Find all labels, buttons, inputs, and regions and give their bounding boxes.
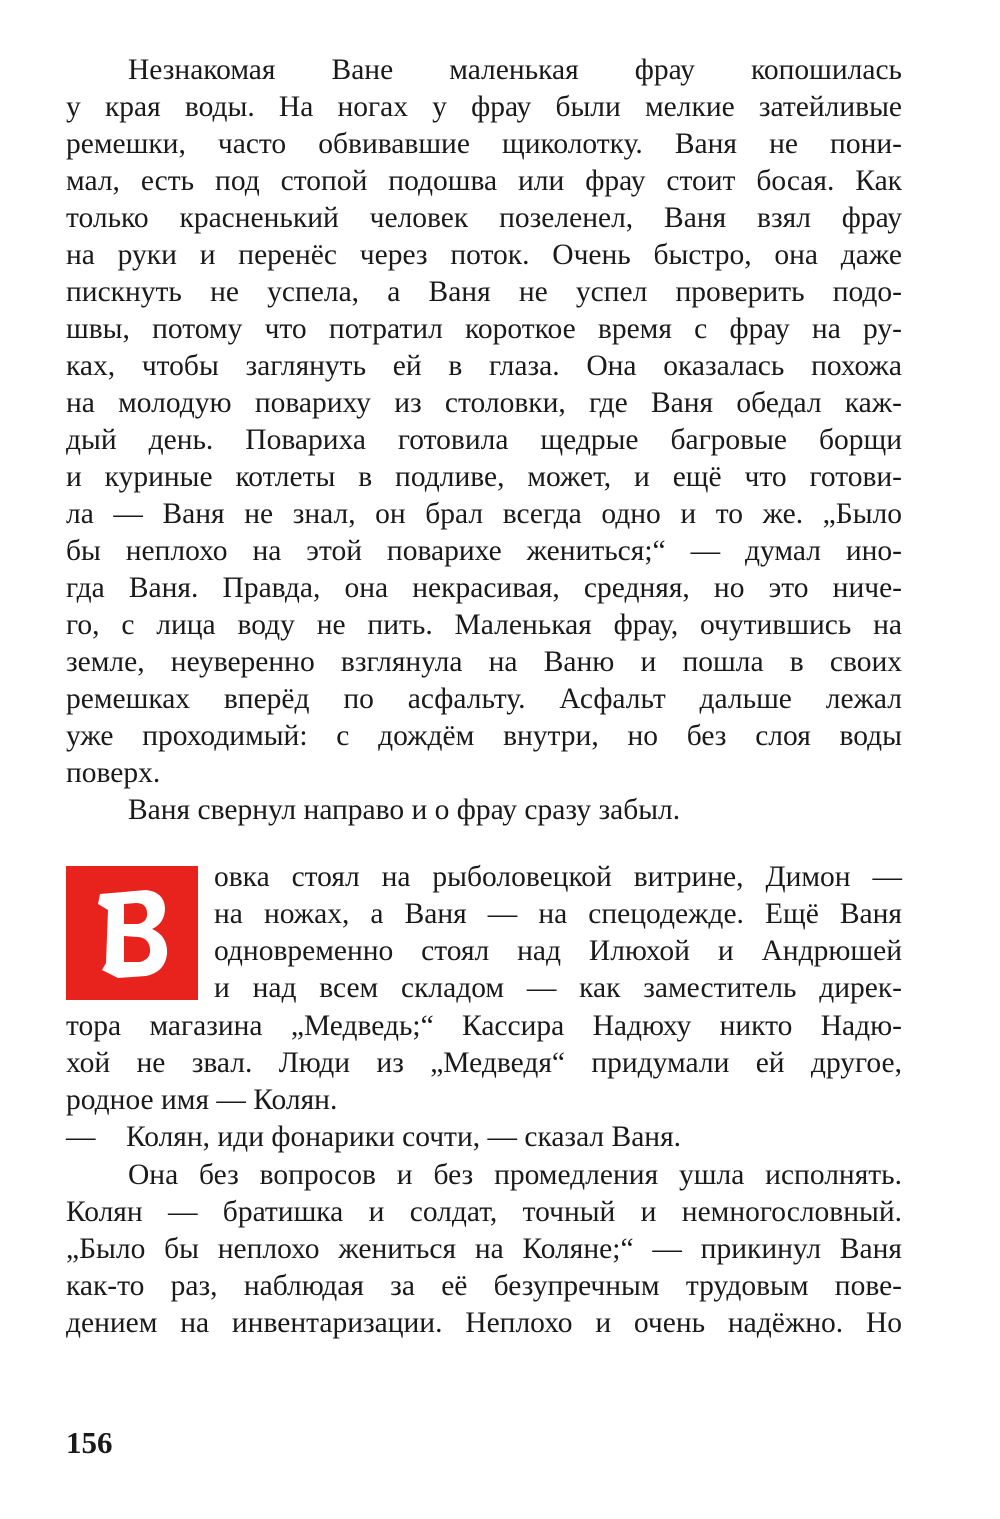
text-line: родное имя — Колян. <box>66 1084 338 1116</box>
page-number: 156 <box>66 1425 113 1460</box>
text-line: Она без вопросов и без промедления ушла исполнять. <box>128 1159 902 1191</box>
text-line: ремешки, часто обвивавшие щиколотку. Ваня не пони- <box>66 128 902 160</box>
paragraph-2: Ваня свернул направо и о фрау сразу забыл. <box>128 794 681 826</box>
text-line: земле, неуверенно взглянула на Ваню и пошла в своих <box>66 646 902 678</box>
text-line: ремешках вперёд по асфальту. Асфальт дальше лежал <box>66 683 902 715</box>
drop-cap-letter-icon <box>66 866 198 1000</box>
text-line: пискнуть не успела, а Ваня не успел проверить подо- <box>66 276 902 308</box>
text-line: тора магазина „Медведь;“ Кассира Надюху никто Надю- <box>66 1010 902 1042</box>
text-line: одновременно стоял над Илюхой и Андрюшей <box>214 935 902 967</box>
text-line: швы, потому что потратил короткое время с фрау на ру- <box>66 313 902 345</box>
text-line: дый день. Повариха готовила щедрые багровые борщи <box>66 424 902 456</box>
text-line: на руки и перенёс через поток. Очень быстро, она даже <box>66 239 902 271</box>
dialogue-dash: — <box>66 1121 96 1153</box>
text-line: „Было бы неплохо жениться на Коляне;“ — прикинул Ваня <box>66 1233 902 1265</box>
text-line: поверх. <box>66 757 161 789</box>
text-line: хой не звал. Люди из „Медведя“ придумали ей другое, <box>66 1047 902 1079</box>
text-line: уже проходимый: с дождём внутри, но без слоя воды <box>66 720 902 752</box>
text-line: на молодую повариху из столовки, где Ваня обедал каж- <box>66 387 902 419</box>
text-line: и куриные котлеты в подливе, может, и ещё что готови- <box>66 461 902 493</box>
text-line: ла — Ваня не знал, он брал всегда одно и то же. „Было <box>66 498 902 530</box>
text-line: мал, есть под стопой подошва или фрау стоит босая. Как <box>66 165 902 197</box>
text-line: го, с лица воду не пить. Маленькая фрау, очутившись на <box>66 609 902 641</box>
dialogue-text: Колян, иди фонарики сочти, — сказал Ваня. <box>126 1121 682 1153</box>
text-line: ках, чтобы заглянуть ей в глаза. Она оказалась похожа <box>66 350 902 382</box>
text-line: и над всем складом — как заместитель дирек- <box>214 972 902 1004</box>
text-line: только красненький человек позеленел, Ваня взял фрау <box>66 202 902 234</box>
text-line: бы неплохо на этой поварихе жениться;“ — думал ино- <box>66 535 902 567</box>
text-line: на ножах, а Ваня — на спецодежде. Ещё Ваня <box>214 898 902 930</box>
dialogue-line <box>66 1119 681 1156</box>
text-line: у края воды. На ногах у фрау были мелкие затейливые <box>66 91 902 123</box>
text-line: как-то раз, наблюдая за её безупречным трудовым пове- <box>66 1270 902 1302</box>
drop-cap <box>66 866 198 1000</box>
text-line: дением на инвентаризации. Неплохо и очень надёжно. Но <box>66 1307 902 1339</box>
text-line: гда Ваня. Правда, она некрасивая, средняя, но это ниче- <box>66 572 902 604</box>
text-line: Незнакомая Ване маленькая фрау копошилась <box>128 54 902 86</box>
text-line: овка стоял на рыболовецкой витрине, Димон — <box>214 861 902 893</box>
text-line: Колян — братишка и солдат, точный и немногословный. <box>66 1196 902 1228</box>
